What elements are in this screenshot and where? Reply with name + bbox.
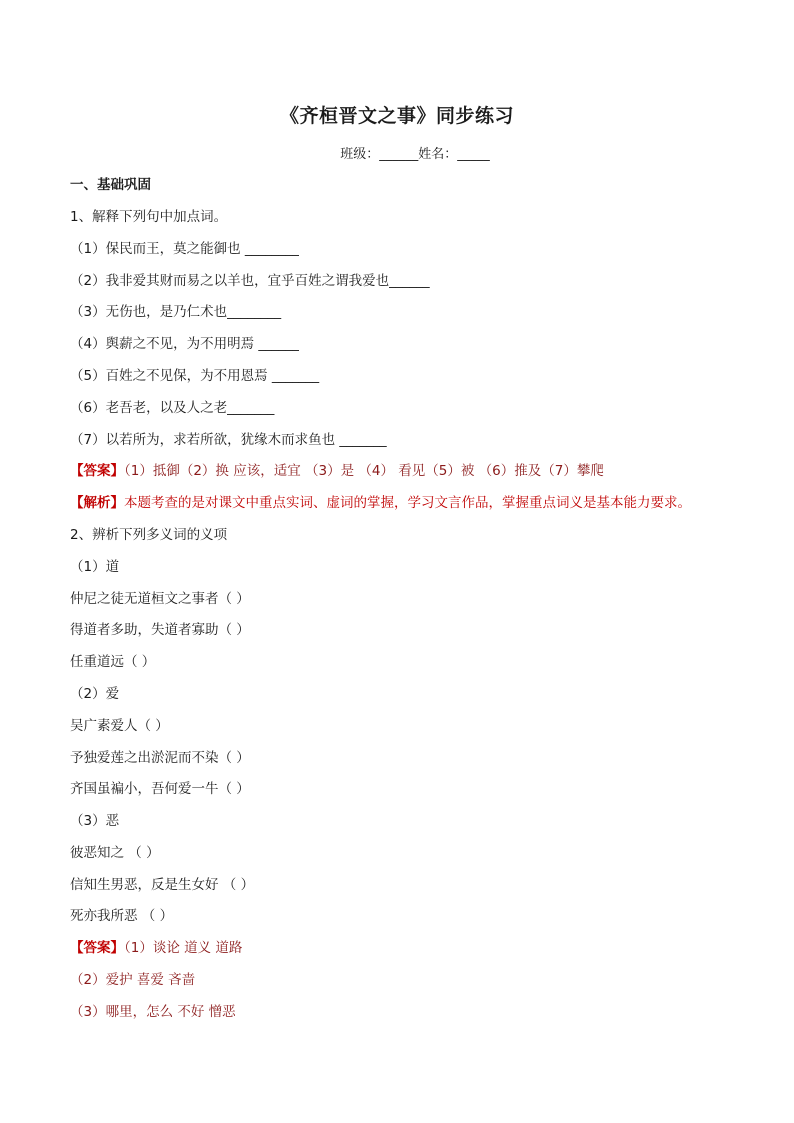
q2-line: 彼恶知之 （ ） [70, 845, 160, 861]
document-title: 《齐桓晋文之事》同步练习 [279, 105, 514, 127]
question-1-prompt: 1、解释下列句中加点词。 [70, 209, 228, 225]
q2-line: 任重道远（ ） [70, 654, 156, 670]
answer-text: （1）抵御（2）换 应该，适宜 （3）是 （4） 看见（5）被 （6）推及（7）攀爬 [124, 463, 604, 479]
q2-subheading-dao: （1）道 [70, 559, 120, 575]
question-2-prompt: 2、辨析下列多义词的义项 [70, 527, 228, 543]
answer-label: 【答案】 [70, 463, 124, 479]
class-name-line: 班级：______姓名：_____ [340, 147, 490, 162]
q2-line: 死亦我所恶 （ ） [70, 908, 174, 924]
q1-item-6: （6）老吾老，以及人之老_______ [70, 400, 275, 416]
q1-item-4: （4）舆薪之不见，为不用明焉 ______ [70, 336, 299, 352]
q1-item-5: （5）百姓之不见保，为不用恩焉 _______ [70, 368, 320, 384]
q2-line: 齐国虽褊小，吾何爱一牛（ ） [70, 781, 250, 797]
q2-line: 吴广素爱人（ ） [70, 718, 169, 734]
answer-label: 【答案】 [70, 940, 124, 956]
q2-answer-1 [70, 938, 750, 958]
analysis-text: 本题考查的是对课文中重点实词、虚词的掌握，学习文言作品，掌握重点词义是基本能力要求。 [124, 495, 691, 511]
q1-answer [70, 461, 750, 481]
q1-item-3: （3）无伤也，是乃仁术也________ [70, 304, 282, 320]
section-heading: 一、基础巩固 [70, 177, 151, 193]
q2-answer-3: （3）哪里，怎么 不好 憎恶 [70, 1004, 236, 1020]
q2-subheading-ai: （2）爱 [70, 686, 120, 702]
analysis-label: 【解析】 [70, 495, 124, 511]
q2-answer-2: （2）爱护 喜爱 吝啬 [70, 972, 196, 988]
q2-subheading-e: （3）恶 [70, 813, 120, 829]
q2-line: 仲尼之徒无道桓文之事者（ ） [70, 591, 250, 607]
q2-line: 得道者多助，失道者寡助（ ） [70, 622, 250, 638]
q1-item-7: （7）以若所为，求若所欲，犹缘木而求鱼也 _______ [70, 432, 387, 448]
q2-line: 予独爱莲之出淤泥而不染（ ） [70, 750, 250, 766]
q2-line: 信知生男恶，反是生女好 （ ） [70, 877, 255, 893]
answer-text: （1）谈论 道义 道路 [124, 940, 243, 956]
q1-item-2: （2）我非爱其财而易之以羊也，宜乎百姓之谓我爱也______ [70, 273, 430, 289]
q1-item-1: （1）保民而王，莫之能御也 ________ [70, 241, 299, 257]
q1-analysis [70, 493, 750, 513]
